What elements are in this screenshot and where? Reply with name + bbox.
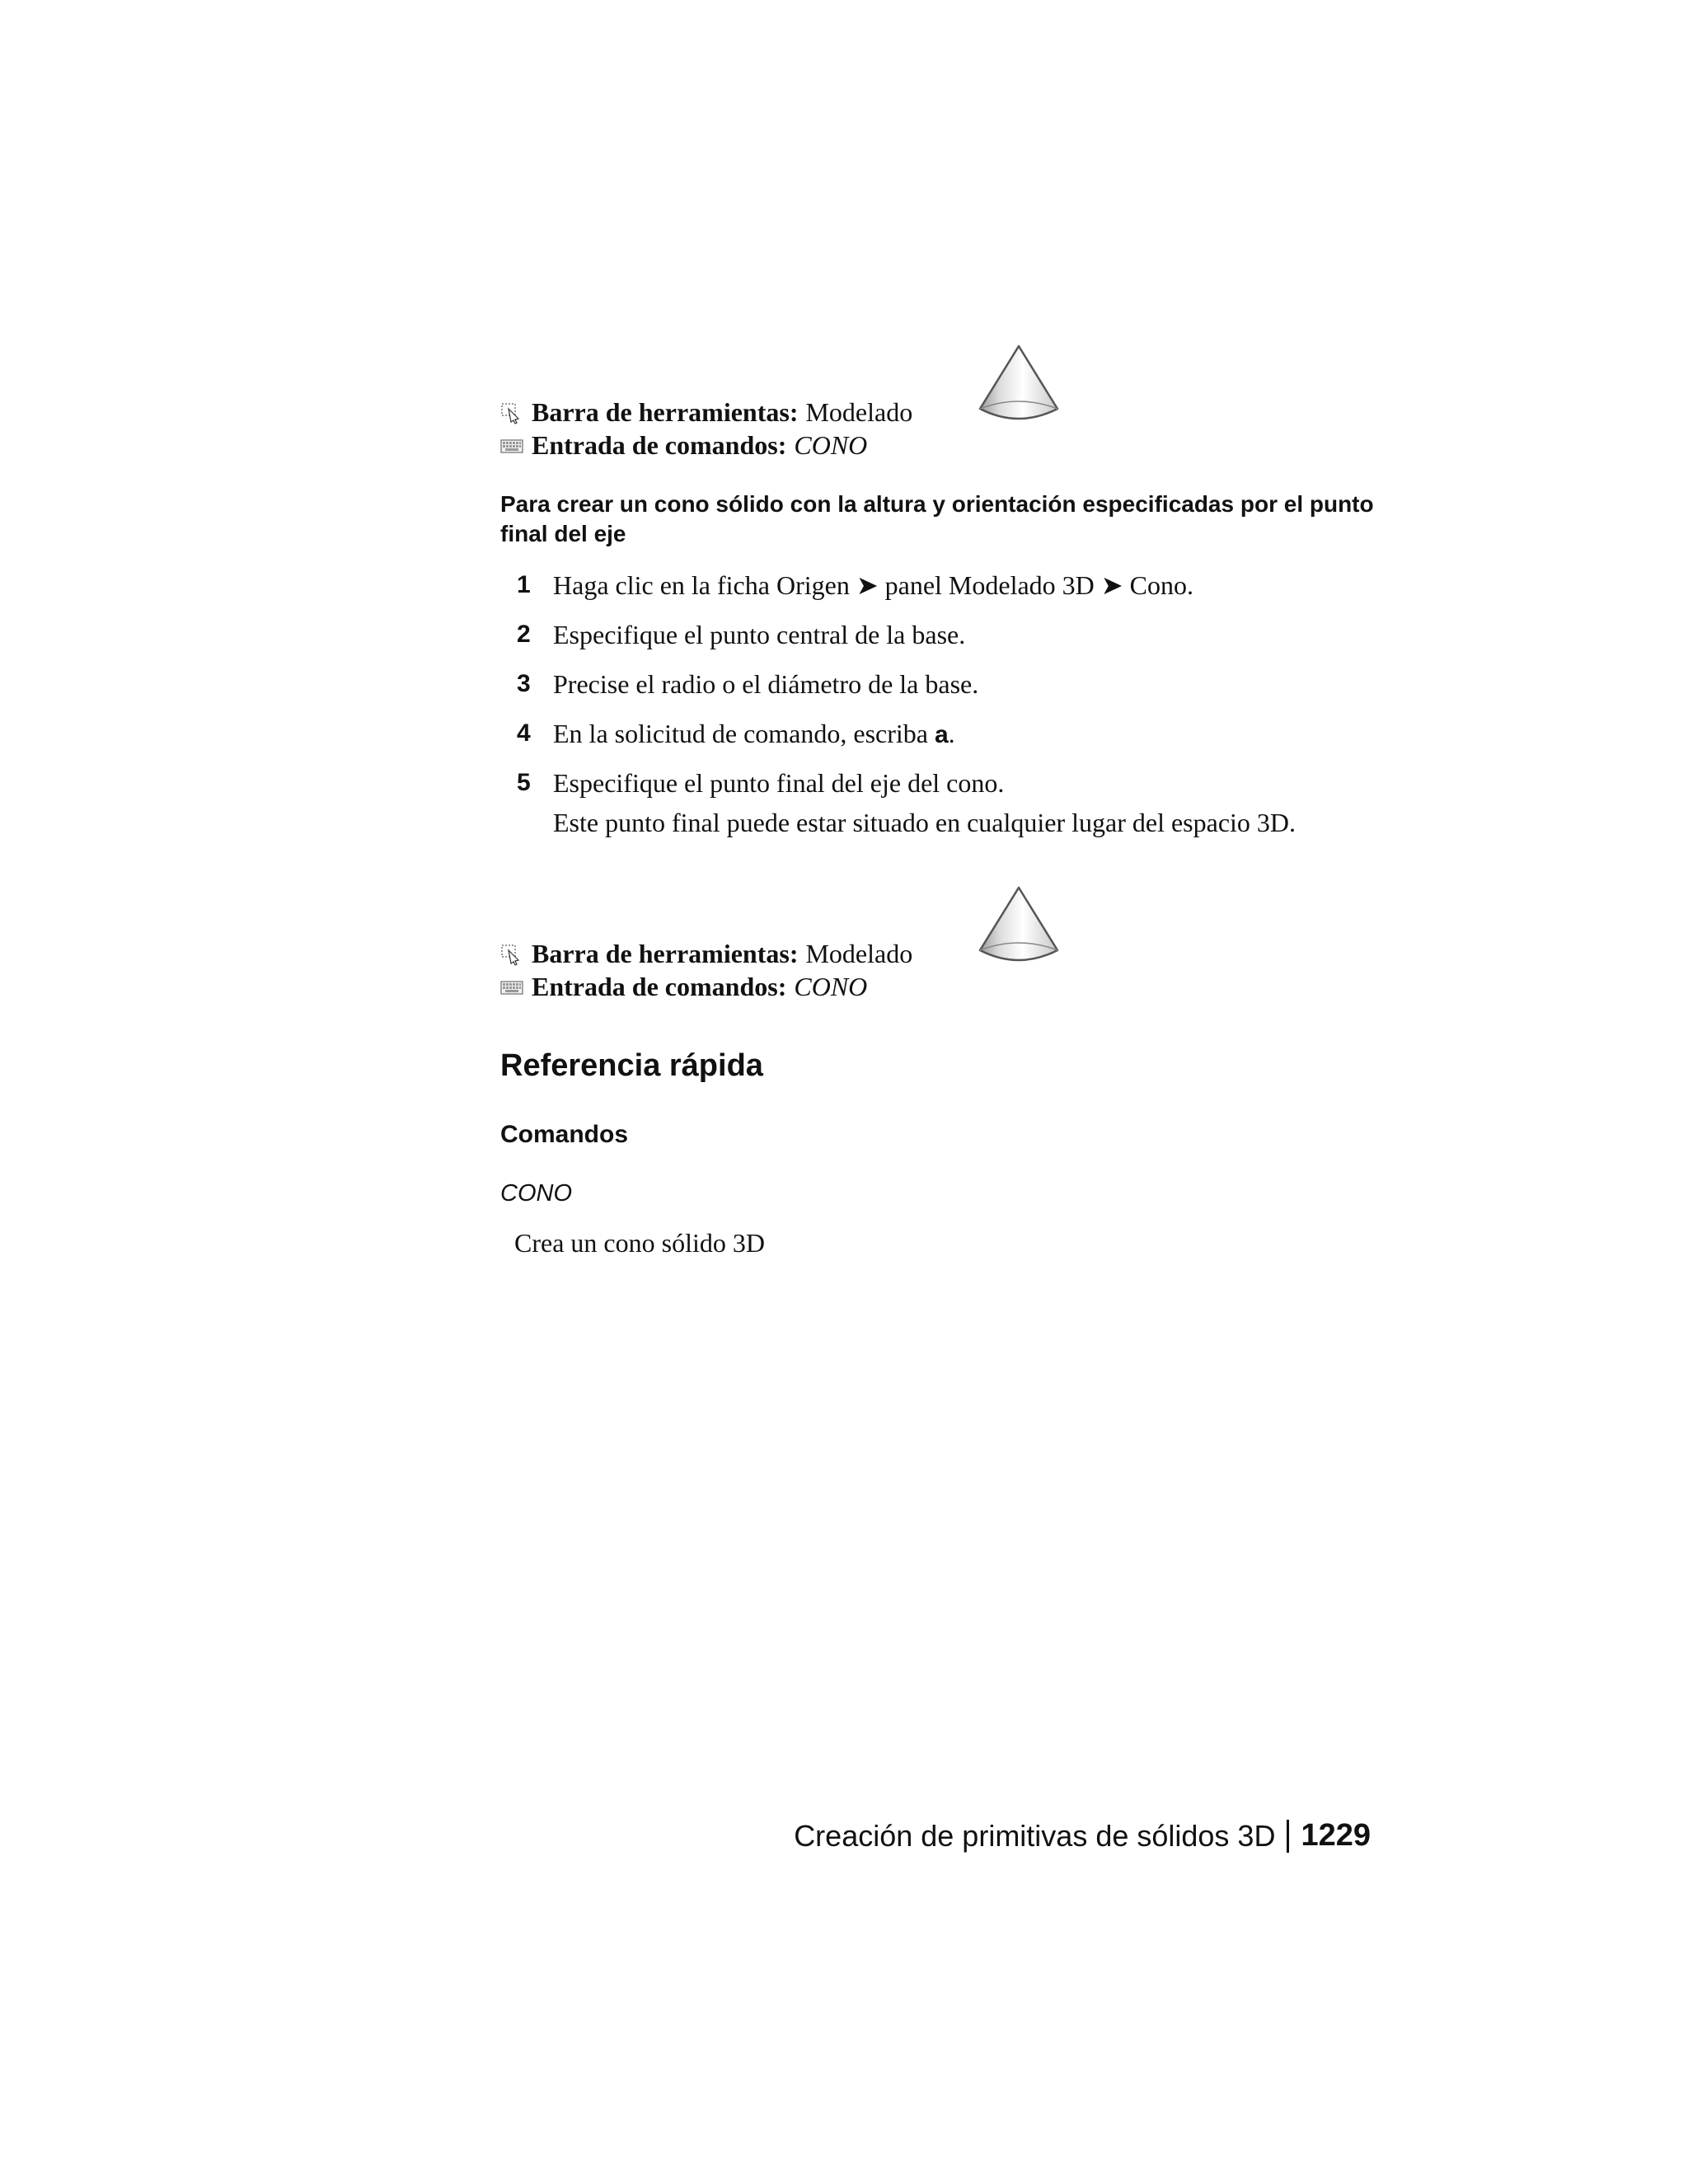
- command-link[interactable]: CONO: [500, 1180, 572, 1207]
- keyboard-icon: [500, 434, 523, 457]
- toolbar-value: Modelado: [805, 938, 913, 968]
- step-text: Especifique el punto final del eje del cono.: [553, 768, 1005, 798]
- step-text: Especifique el punto central de la base.: [553, 620, 966, 649]
- command-value: CONO: [794, 429, 868, 460]
- toolbar-value: Modelado: [805, 396, 913, 427]
- page-number: 1229: [1301, 1818, 1371, 1853]
- keyboard-icon: [500, 975, 523, 998]
- cone-icon[interactable]: [973, 343, 1064, 429]
- toolbar-block-2: [500, 888, 1077, 1011]
- step-note: Este punto final puede estar situado en cualquier lugar del espacio 3D.: [553, 808, 1296, 837]
- commands-subtitle: Comandos: [500, 1121, 629, 1148]
- chapter-title: Creación de primitivas de sólidos 3D: [794, 1818, 1276, 1853]
- step-text: Haga clic en la ficha Origen ➤ panel Modelado 3D ➤ Cono.: [553, 570, 1193, 600]
- step-number: 3: [517, 670, 531, 697]
- toolbar-icon: [500, 401, 523, 424]
- toolbar-line: [500, 396, 912, 429]
- step-text-after: .: [948, 719, 955, 748]
- step-text: Precise el radio o el diámetro de la base.: [553, 669, 979, 699]
- toolbar-label: Barra de herramientas:: [532, 396, 799, 427]
- command-line: [500, 970, 867, 1003]
- quick-reference-title: Referencia rápida: [500, 1048, 763, 1083]
- cone-icon[interactable]: [973, 884, 1064, 970]
- command-line: [500, 429, 867, 462]
- page-footer: [794, 1818, 1371, 1854]
- toolbar-block-1: [500, 346, 1077, 470]
- toolbar-icon: [500, 942, 523, 965]
- step-number: 2: [517, 621, 531, 648]
- step-number: 1: [517, 571, 531, 598]
- command-label: Entrada de comandos:: [532, 429, 787, 460]
- step-text: [553, 717, 955, 752]
- procedure-heading: Para crear un cono sólido con la altura y orientación especificadas por el punto final del eje: [500, 491, 1374, 546]
- footer-separator: [1287, 1820, 1289, 1853]
- command-description: Crea un cono sólido 3D: [514, 1228, 765, 1258]
- step-number: 4: [517, 719, 531, 747]
- step-text-bold: a: [934, 721, 949, 748]
- toolbar-line: [500, 937, 912, 970]
- step-text-before: En la solicitud de comando, escriba: [553, 719, 935, 748]
- command-label: Entrada de comandos:: [532, 971, 787, 1001]
- command-value: CONO: [794, 971, 868, 1001]
- toolbar-label: Barra de herramientas:: [532, 938, 799, 968]
- step-number: 5: [517, 769, 531, 796]
